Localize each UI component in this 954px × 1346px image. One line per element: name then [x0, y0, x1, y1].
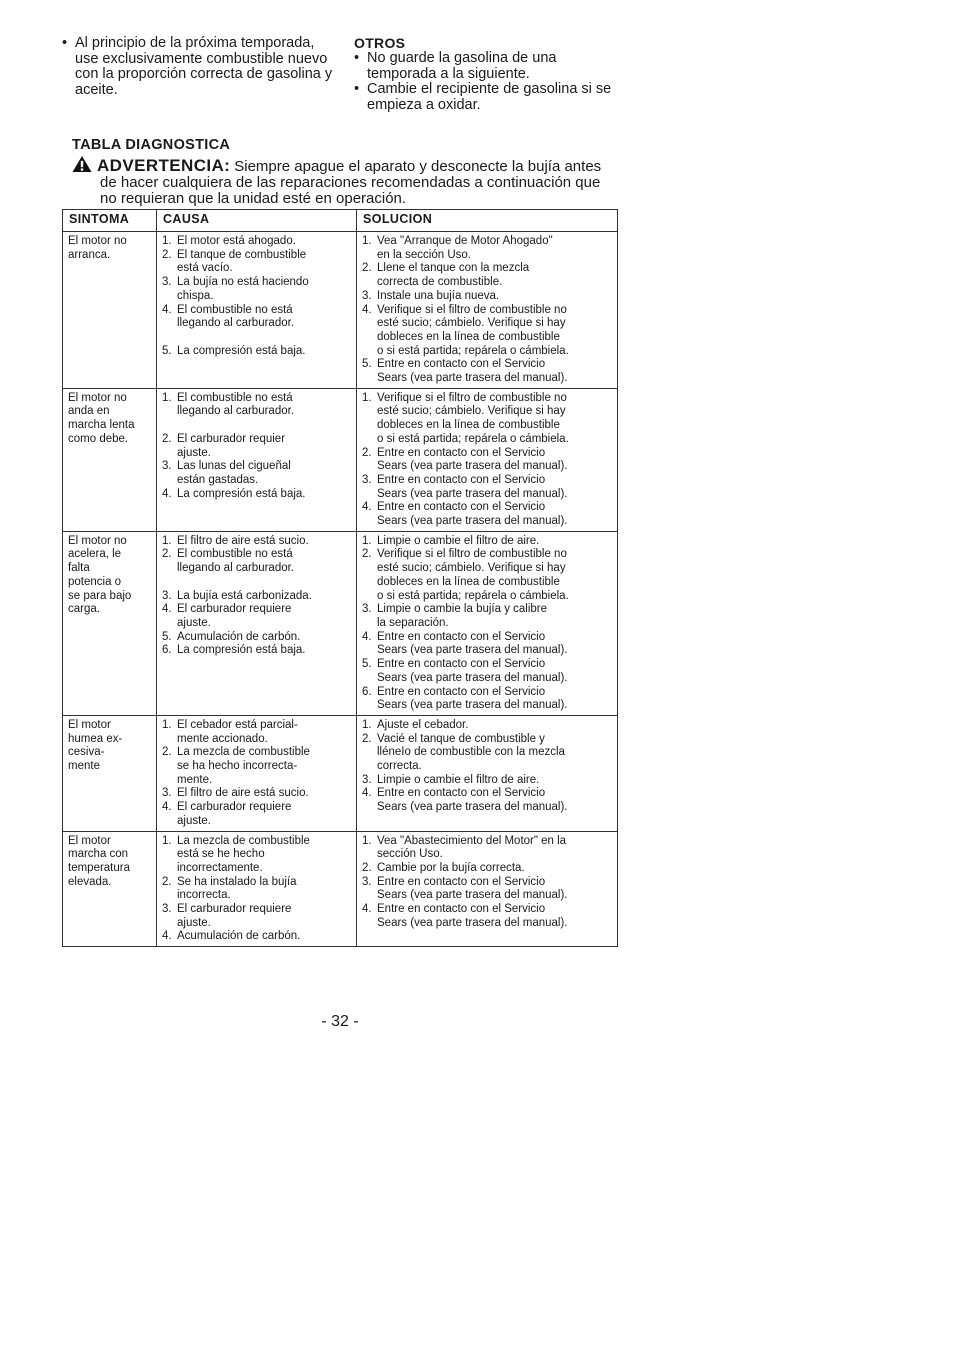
- otros-heading: OTROS: [354, 35, 406, 51]
- symptom-cell: El motor no acelera, le falta potencia o se para bajo carga.: [63, 531, 157, 715]
- solution-item: [362, 235, 613, 262]
- solution-number: 5.: [362, 658, 372, 671]
- cause-item: [162, 603, 352, 630]
- solution-text: Llene el tanque con la mezcla correcta de combustible.: [377, 262, 530, 289]
- cause-text: Se ha instalado la bujía incorrecta.: [177, 875, 297, 902]
- solution-item: [362, 535, 613, 549]
- solution-text: Cambie por la bujía correcta.: [377, 861, 525, 874]
- solution-item: [362, 876, 613, 903]
- solution-number: 3.: [362, 289, 372, 302]
- solution-number: 4.: [362, 501, 372, 514]
- cause-number: 3.: [162, 787, 172, 800]
- solution-text: Instale una bujía nueva.: [377, 289, 500, 302]
- cause-text: El motor está ahogado.: [177, 235, 296, 247]
- cause-cell: [157, 531, 357, 715]
- solution-number: 5.: [362, 358, 372, 371]
- cause-item: [162, 345, 352, 359]
- cause-text: El filtro de aire está sucio.: [177, 534, 309, 547]
- solution-cell: [357, 388, 618, 531]
- solution-number: 1.: [362, 235, 372, 247]
- cause-text: La compresión está baja.: [177, 644, 306, 657]
- cause-text: El combustible no está llegando al carburador.: [177, 548, 294, 575]
- solution-item: [362, 903, 613, 930]
- cause-number: 2.: [162, 248, 172, 261]
- solution-number: 3.: [362, 473, 372, 486]
- solution-number: 2.: [362, 262, 372, 275]
- solution-item: [362, 686, 613, 713]
- solution-text: Vacié el tanque de combustible y lléneIo de combustible con la mezcla correcta.: [377, 732, 565, 773]
- solution-item: [362, 774, 613, 788]
- cause-number: 3.: [162, 460, 172, 473]
- solution-item: [362, 862, 613, 876]
- solution-text: Verifique si el filtro de combustible no esté sucio; cámbielo. Verifique si hay dobleces en la línea de combustible o si está partida; repárela o cámbiela.: [377, 303, 569, 357]
- cause-item: [162, 460, 352, 487]
- solution-number: 4.: [362, 630, 372, 643]
- solution-item: [362, 447, 613, 474]
- cause-number: 3.: [162, 903, 172, 916]
- cause-cell: [157, 831, 357, 947]
- solution-number: 3.: [362, 603, 372, 616]
- cause-text: Acumulación de carbón.: [177, 930, 301, 943]
- solution-text: Vea "Abastecimiento del Motor" en la sección Uso.: [377, 834, 567, 861]
- solution-item: [362, 262, 613, 289]
- cause-number: 2.: [162, 875, 172, 888]
- cause-item: [162, 631, 352, 645]
- cause-number: 2.: [162, 432, 172, 445]
- solution-text: Limpie o cambie el filtro de aire.: [377, 534, 540, 547]
- cause-cell: [157, 715, 357, 831]
- table-row: [63, 715, 618, 831]
- cause-item: [162, 276, 352, 303]
- solution-text: Entre en contacto con el Servicio Sears (vea parte trasera del manual).: [377, 903, 568, 929]
- solution-text: Ajuste el cebador.: [377, 718, 469, 731]
- cause-text: El combustible no está llegando al carburador.: [177, 303, 294, 330]
- cause-number: 4.: [162, 930, 172, 943]
- solution-cell: [357, 831, 618, 947]
- solution-number: 1.: [362, 391, 372, 404]
- cause-item: [162, 719, 352, 746]
- cause-number: 4.: [162, 303, 172, 316]
- page-number: - 32 -: [321, 1013, 359, 1030]
- cause-number: 1.: [162, 718, 172, 731]
- solution-text: Verifique si el filtro de combustible no esté sucio; cámbielo. Verifique si hay dobleces en la línea de combustible o si está partida; repárela o cámbiela.: [377, 548, 569, 602]
- solution-number: 4.: [362, 787, 372, 800]
- solution-item: [362, 392, 613, 447]
- solution-item: [362, 719, 613, 733]
- solution-text: Entre en contacto con el Servicio Sears (vea parte trasera del manual).: [377, 630, 568, 657]
- cause-text: El cebador está parcial- mente accionado.: [177, 718, 298, 745]
- cause-text: El carburador requiere ajuste.: [177, 603, 292, 629]
- solution-text: Entre en contacto con el Servicio Sears (vea parte trasera del manual).: [377, 787, 568, 814]
- cause-text: El carburador requiere ajuste.: [177, 801, 292, 827]
- solution-item: [362, 501, 613, 528]
- solution-number: 3.: [362, 875, 372, 888]
- header-sintoma: SINTOMA: [63, 210, 157, 232]
- cause-item: [162, 746, 352, 787]
- cause-item: [162, 590, 352, 604]
- solution-number: 2.: [362, 446, 372, 459]
- cause-item: [162, 304, 352, 345]
- solution-item: [362, 548, 613, 603]
- cause-text: Las lunas del cigueñal están gastadas.: [177, 460, 291, 486]
- cause-number: 1.: [162, 235, 172, 247]
- cause-item: [162, 548, 352, 589]
- symptom-cell: El motor humea ex- cesiva- mente: [63, 715, 157, 831]
- cause-item: [162, 930, 352, 944]
- solution-number: 1.: [362, 834, 372, 847]
- symptom-cell: El motor no anda en marcha lenta como debe.: [63, 388, 157, 531]
- solution-number: 3.: [362, 773, 372, 786]
- solution-text: Entre en contacto con el Servicio Sears (vea parte trasera del manual).: [377, 473, 568, 500]
- cause-item: [162, 488, 352, 502]
- solution-text: Limpie o cambie la bujía y calibre la separación.: [377, 603, 548, 629]
- cause-cell: [157, 388, 357, 531]
- solution-item: [362, 631, 613, 658]
- table-header-row: [63, 210, 618, 232]
- solution-text: Entre en contacto con el Servicio Sears (vea parte trasera del manual).: [377, 446, 568, 473]
- cause-item: [162, 235, 352, 249]
- solution-text: Entre en contacto con el Servicio Sears (vea parte trasera del manual).: [377, 875, 568, 902]
- solution-number: 1.: [362, 718, 372, 731]
- solution-text: Vea "Arranque de Motor Ahogado" en la sección Uso.: [377, 235, 553, 261]
- cause-item: [162, 876, 352, 903]
- solution-number: 4.: [362, 303, 372, 316]
- cause-text: La compresión está baja.: [177, 344, 306, 357]
- diagnostic-title: TABLA DIAGNOSTICA: [72, 137, 231, 153]
- cause-text: La mezcla de combustible está se he hecho incorrectamente.: [177, 834, 310, 874]
- solution-number: 2.: [362, 861, 372, 874]
- symptom-cell: El motor marcha con temperatura elevada.: [63, 831, 157, 947]
- diagnostic-table: [62, 209, 618, 947]
- cause-item: [162, 801, 352, 828]
- cause-item: [162, 535, 352, 549]
- solution-text: Verifique si el filtro de combustible no esté sucio; cámbielo. Verifique si hay dobleces en la línea de combustible o si está partida; repárela o cámbiela.: [377, 391, 569, 445]
- cause-number: 4.: [162, 801, 172, 814]
- cause-text: La bujía está carbonizada.: [177, 589, 312, 602]
- cause-text: Acumulación de carbón.: [177, 630, 301, 643]
- cause-number: 4.: [162, 487, 172, 500]
- cause-number: 2.: [162, 746, 172, 759]
- solution-cell: [357, 715, 618, 831]
- intro-column: [62, 36, 337, 98]
- cause-text: La mezcla de combustible se ha hecho incorrecta- mente.: [177, 746, 310, 786]
- solution-text: Entre en contacto con el Servicio Sears (vea parte trasera del manual).: [377, 658, 568, 684]
- warning-text-line: Siempre apague el aparato y desconecte la bujía antes: [234, 158, 602, 175]
- cause-text: El carburador requier ajuste.: [177, 432, 286, 459]
- cause-text: El tanque de combustible está vacío.: [177, 248, 307, 275]
- intro-bullet: • Al principio de la próxima temporada, use exclusivamente combustible nuevo con la proporción correcta de gasolina y aceite.: [62, 36, 337, 98]
- cause-item: [162, 433, 352, 460]
- cause-text: La compresión está baja.: [177, 487, 306, 500]
- solution-item: [362, 787, 613, 814]
- solution-text: Entre en contacto con el Servicio Sears (vea parte trasera del manual).: [377, 685, 568, 712]
- solution-cell: [357, 531, 618, 715]
- solution-item: [362, 658, 613, 685]
- otros-bullet: • No guarde la gasolina de una temporada a la siguiente.: [354, 51, 629, 82]
- cause-item: [162, 835, 352, 876]
- cause-number: 1.: [162, 834, 172, 847]
- cause-text: El filtro de aire está sucio.: [177, 787, 309, 800]
- warning-text-line: de hacer cualquiera de las reparaciones recomendadas a continuación que: [100, 174, 601, 191]
- otros-section: [354, 36, 629, 113]
- solution-text: Entre en contacto con el Servicio Sears (vea parte trasera del manual).: [377, 358, 568, 385]
- solution-number: 2.: [362, 732, 372, 745]
- cause-cell: [157, 232, 357, 389]
- otros-bullet: • Cambie el recipiente de gasolina si se empieza a oxidar.: [354, 82, 629, 113]
- cause-number: 4.: [162, 603, 172, 616]
- solution-item: [362, 603, 613, 630]
- solution-text: Entre en contacto con el Servicio Sears (vea parte trasera del manual).: [377, 501, 568, 528]
- solution-number: 2.: [362, 548, 372, 561]
- cause-number: 3.: [162, 276, 172, 289]
- solution-number: 6.: [362, 685, 372, 698]
- cause-text: La bujía no está haciendo chispa.: [177, 276, 309, 302]
- warning-block: [72, 155, 617, 207]
- cause-item: [162, 787, 352, 801]
- solution-number: 4.: [362, 903, 372, 916]
- solution-item: [362, 733, 613, 774]
- cause-number: 5.: [162, 344, 172, 357]
- cause-number: 1.: [162, 391, 172, 404]
- table-row: [63, 232, 618, 389]
- warning-label: ADVERTENCIA:: [97, 156, 231, 175]
- warning-triangle-icon: [72, 155, 92, 173]
- table-row: [63, 531, 618, 715]
- cause-number: 2.: [162, 548, 172, 561]
- cause-text: El combustible no está llegando al carburador.: [177, 391, 294, 418]
- solution-item: [362, 474, 613, 501]
- cause-item: [162, 249, 352, 276]
- cause-number: 6.: [162, 644, 172, 657]
- table-row: [63, 388, 618, 531]
- cause-text: El carburador requiere ajuste.: [177, 903, 292, 929]
- solution-item: [362, 304, 613, 359]
- cause-item: [162, 903, 352, 930]
- cause-item: [162, 644, 352, 658]
- cause-number: 1.: [162, 534, 172, 547]
- solution-item: [362, 290, 613, 304]
- cause-number: 5.: [162, 630, 172, 643]
- solution-text: Limpie o cambie el filtro de aire.: [377, 773, 540, 786]
- warning-text-line: no requieran que la unidad esté en operación.: [100, 190, 407, 207]
- table-row: [63, 831, 618, 947]
- solution-cell: [357, 232, 618, 389]
- header-causa: CAUSA: [157, 210, 357, 232]
- solution-number: 1.: [362, 534, 372, 547]
- solution-item: [362, 358, 613, 385]
- cause-item: [162, 392, 352, 433]
- solution-item: [362, 835, 613, 862]
- header-solucion: SOLUCION: [357, 210, 618, 232]
- symptom-cell: El motor no arranca.: [63, 232, 157, 389]
- cause-number: 3.: [162, 589, 172, 602]
